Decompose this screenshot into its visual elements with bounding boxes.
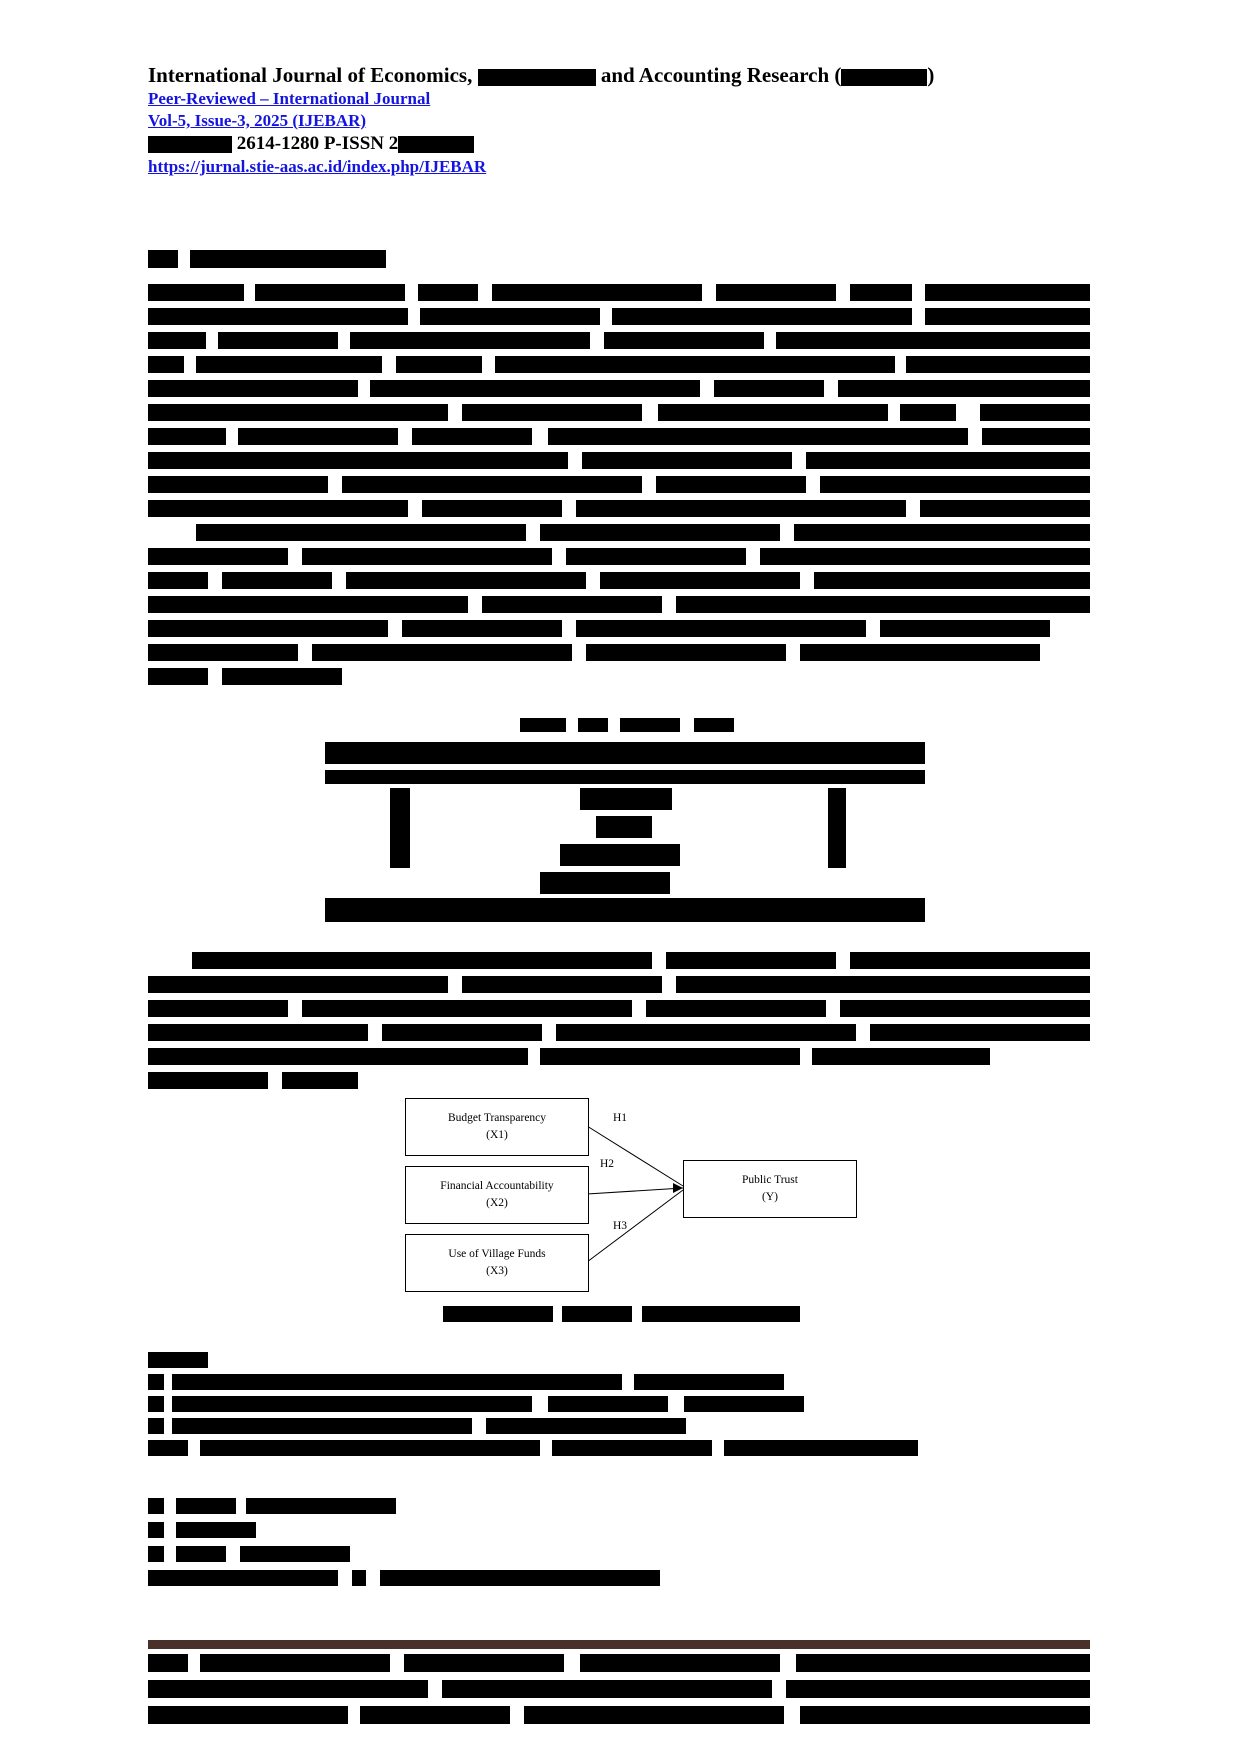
redacted-text-line <box>370 380 700 397</box>
redacted-footer-line <box>404 1654 564 1672</box>
redacted-text-line <box>604 332 764 349</box>
node-label: Public Trust <box>742 1174 798 1186</box>
redacted-text-line <box>676 976 1090 993</box>
redacted-text-line <box>576 500 906 517</box>
redacted-text-line <box>196 356 382 373</box>
redacted-text-line <box>148 1024 368 1041</box>
redacted-text-line <box>870 1024 1090 1041</box>
redacted-text-line <box>420 308 600 325</box>
redacted-footer-line <box>148 1706 348 1724</box>
redacted-text-line <box>148 1374 164 1390</box>
hypothesis-label-h2: H2 <box>600 1158 615 1170</box>
redacted-text-line <box>148 380 358 397</box>
redacted-list-item <box>352 1570 366 1586</box>
redacted-text-line <box>684 1396 804 1412</box>
redacted-text-line <box>982 428 1090 445</box>
redacted-text-line <box>714 380 824 397</box>
redacted-text-line <box>800 644 1040 661</box>
redacted-text-line <box>492 284 702 301</box>
redacted-table-title <box>520 718 566 732</box>
redacted-text-line <box>148 1048 528 1065</box>
diagram-node-budget-transparency <box>405 1098 589 1156</box>
redacted-text-line <box>148 404 448 421</box>
redacted-text-line <box>422 500 562 517</box>
redacted-footer-line <box>524 1706 784 1724</box>
redacted-text-line <box>148 284 244 301</box>
redacted-text-line <box>350 332 590 349</box>
redacted-text-line <box>238 428 398 445</box>
redacted-list-item <box>148 1546 164 1562</box>
redacted-text-line <box>906 356 1090 373</box>
redacted-text-line <box>666 952 836 969</box>
redacted-text-line <box>552 1440 712 1456</box>
redacted-text-line <box>920 500 1090 517</box>
redacted-text-line <box>925 284 1090 301</box>
redacted-text-line <box>656 476 806 493</box>
node-label: Financial Accountability <box>440 1180 554 1192</box>
journal-title-prefix: International Journal of Economics, <box>148 63 473 87</box>
redacted-text-line <box>658 404 888 421</box>
node-label: Use of Village Funds <box>448 1248 546 1260</box>
redacted-text-line <box>302 1000 632 1017</box>
redacted-footer-line <box>442 1680 772 1698</box>
redacted-list-item <box>246 1498 396 1514</box>
redacted-text-line <box>418 284 478 301</box>
redacted-text-line <box>540 1048 800 1065</box>
redacted-text-line <box>850 952 1090 969</box>
redacted-text-line <box>548 428 968 445</box>
redacted-text-line <box>794 524 1090 541</box>
redacted-table-row <box>325 742 925 764</box>
diagram-node-use-of-village-funds <box>405 1234 589 1292</box>
redacted-text-line <box>716 284 836 301</box>
redacted-footer-line <box>200 1654 390 1672</box>
redacted-text-line <box>840 1000 1090 1017</box>
redacted-text-line <box>462 404 642 421</box>
redacted-list-item <box>176 1546 226 1562</box>
redacted-table-cell <box>828 788 846 868</box>
redacted-text-line <box>676 596 1090 613</box>
redacted-text-line <box>312 644 572 661</box>
redacted-text-line <box>548 1396 668 1412</box>
issn-line <box>148 132 1088 156</box>
redacted-list-item <box>148 1522 164 1538</box>
redacted-text-line <box>148 356 184 373</box>
redacted-text-line <box>218 332 338 349</box>
node-code: (X3) <box>486 1265 508 1277</box>
node-code: (X2) <box>486 1197 508 1209</box>
redacted-list-item <box>148 1498 164 1514</box>
redacted-table-row <box>325 898 925 922</box>
redaction-title-1 <box>478 69 596 86</box>
node-label: Budget Transparency <box>447 1112 547 1124</box>
journal-header <box>148 62 1088 178</box>
redacted-text-line <box>776 332 1090 349</box>
redacted-text-line <box>814 572 1090 589</box>
redacted-text-line <box>412 428 532 445</box>
redacted-text-line <box>462 976 662 993</box>
redacted-text-line <box>880 620 1050 637</box>
redacted-text-line <box>486 1418 686 1434</box>
redacted-text-line <box>200 1440 540 1456</box>
redacted-table-title <box>620 718 680 732</box>
redacted-table-cell <box>540 872 670 894</box>
redacted-text-line <box>646 1000 826 1017</box>
redacted-footer-line <box>800 1706 1090 1724</box>
redacted-text-line <box>282 1072 358 1089</box>
journal-title-line <box>148 62 1088 88</box>
redacted-text-line <box>820 476 1090 493</box>
redacted-text-line <box>850 284 912 301</box>
redacted-footer-line <box>360 1706 510 1724</box>
peer-reviewed-link[interactable]: Peer-Reviewed – International Journal <box>148 89 431 108</box>
redacted-list-item <box>240 1546 350 1562</box>
research-framework-diagram <box>405 1098 835 1290</box>
redacted-text-line <box>382 1024 542 1041</box>
redacted-text-line <box>148 476 328 493</box>
redacted-figure-caption <box>562 1306 632 1322</box>
redacted-text-line <box>192 952 652 969</box>
redacted-text-line <box>760 548 1090 565</box>
redacted-text-line <box>600 572 800 589</box>
redacted-text-line <box>540 524 780 541</box>
redacted-text-line <box>172 1374 622 1390</box>
redacted-text-line <box>148 1418 164 1434</box>
redacted-text-line <box>222 668 342 685</box>
redacted-text-line <box>806 452 1090 469</box>
redacted-table-cell <box>560 844 680 866</box>
footer-divider <box>148 1640 1090 1649</box>
redacted-text-line <box>148 644 298 661</box>
redacted-figure-caption <box>443 1306 553 1322</box>
redacted-text-line <box>148 332 206 349</box>
redacted-footer-line <box>786 1680 1090 1698</box>
node-code: (X1) <box>486 1129 508 1141</box>
redacted-list-item <box>380 1570 660 1586</box>
redacted-footer-line <box>580 1654 780 1672</box>
redacted-text-line <box>302 548 552 565</box>
journal-url-link[interactable]: https://jurnal.stie-aas.ac.id/index.php/IJEBAR <box>148 157 487 176</box>
redacted-list-item <box>148 1570 338 1586</box>
redacted-text-line <box>576 620 866 637</box>
redacted-text-line <box>495 356 895 373</box>
redacted-text-line <box>402 620 562 637</box>
redaction-issn-prefix <box>148 136 232 153</box>
redacted-text-line <box>148 428 226 445</box>
redacted-text-line <box>482 596 662 613</box>
redacted-text-line <box>634 1374 784 1390</box>
redaction-issn-suffix <box>398 136 474 153</box>
diagram-node-public-trust <box>683 1160 857 1218</box>
redacted-table-cell <box>596 816 652 838</box>
redacted-list-item <box>176 1522 256 1538</box>
redacted-table-cell <box>580 788 672 810</box>
issn-value: 2614-1280 P-ISSN 2 <box>236 133 399 154</box>
redacted-text-line <box>342 476 642 493</box>
redacted-text-line <box>812 1048 990 1065</box>
redacted-text-line <box>148 572 208 589</box>
redacted-text-line <box>172 1418 472 1434</box>
redacted-text-line <box>148 1440 188 1456</box>
redacted-text-line <box>148 1396 164 1412</box>
redacted-table-row <box>325 770 925 784</box>
redacted-text-line <box>148 596 468 613</box>
redacted-text-line <box>838 380 1090 397</box>
redacted-table-title <box>578 718 608 732</box>
journal-title-suffix: ) <box>927 63 935 87</box>
redacted-text-line <box>582 452 792 469</box>
redacted-text-line <box>556 1024 856 1041</box>
redacted-table-title <box>694 718 734 732</box>
redacted-text-line <box>222 572 332 589</box>
diagram-node-financial-accountability <box>405 1166 589 1224</box>
redacted-text-line <box>172 1396 532 1412</box>
redacted-figure-caption <box>642 1306 800 1322</box>
redacted-text-line <box>612 308 912 325</box>
redacted-text-line <box>148 1352 208 1368</box>
redacted-footer-line <box>148 1680 428 1698</box>
redacted-text-line <box>980 404 1090 421</box>
redacted-text-line <box>148 548 288 565</box>
redacted-text-line <box>148 1072 268 1089</box>
node-code: (Y) <box>762 1191 778 1203</box>
redacted-text-line <box>586 644 786 661</box>
redacted-text-line <box>396 356 482 373</box>
redacted-text-line <box>148 308 408 325</box>
redacted-text-line <box>148 976 448 993</box>
redacted-text-line <box>196 524 526 541</box>
redacted-list-item <box>176 1498 236 1514</box>
redacted-text-line <box>900 404 956 421</box>
redacted-text-line <box>148 1000 288 1017</box>
redacted-text-line <box>925 308 1090 325</box>
redaction-title-2 <box>841 69 927 86</box>
volume-issue-link[interactable]: Vol-5, Issue-3, 2025 (IJEBAR) <box>148 111 367 130</box>
redacted-text-line <box>255 284 405 301</box>
redacted-section-heading-text <box>190 250 386 268</box>
hypothesis-label-h1: H1 <box>613 1112 628 1124</box>
redacted-footer-line <box>796 1654 1090 1672</box>
hypothesis-label-h3: H3 <box>613 1220 628 1232</box>
redacted-table-cell <box>390 788 410 868</box>
redacted-section-heading <box>148 250 178 268</box>
redacted-text-line <box>148 452 568 469</box>
journal-title-mid: and Accounting Research ( <box>600 63 842 87</box>
redacted-text-line <box>566 548 746 565</box>
redacted-text-line <box>148 620 388 637</box>
redacted-text-line <box>148 500 408 517</box>
redacted-footer-line <box>148 1654 188 1672</box>
redacted-text-line <box>724 1440 918 1456</box>
redacted-text-line <box>346 572 586 589</box>
redacted-text-line <box>148 668 208 685</box>
